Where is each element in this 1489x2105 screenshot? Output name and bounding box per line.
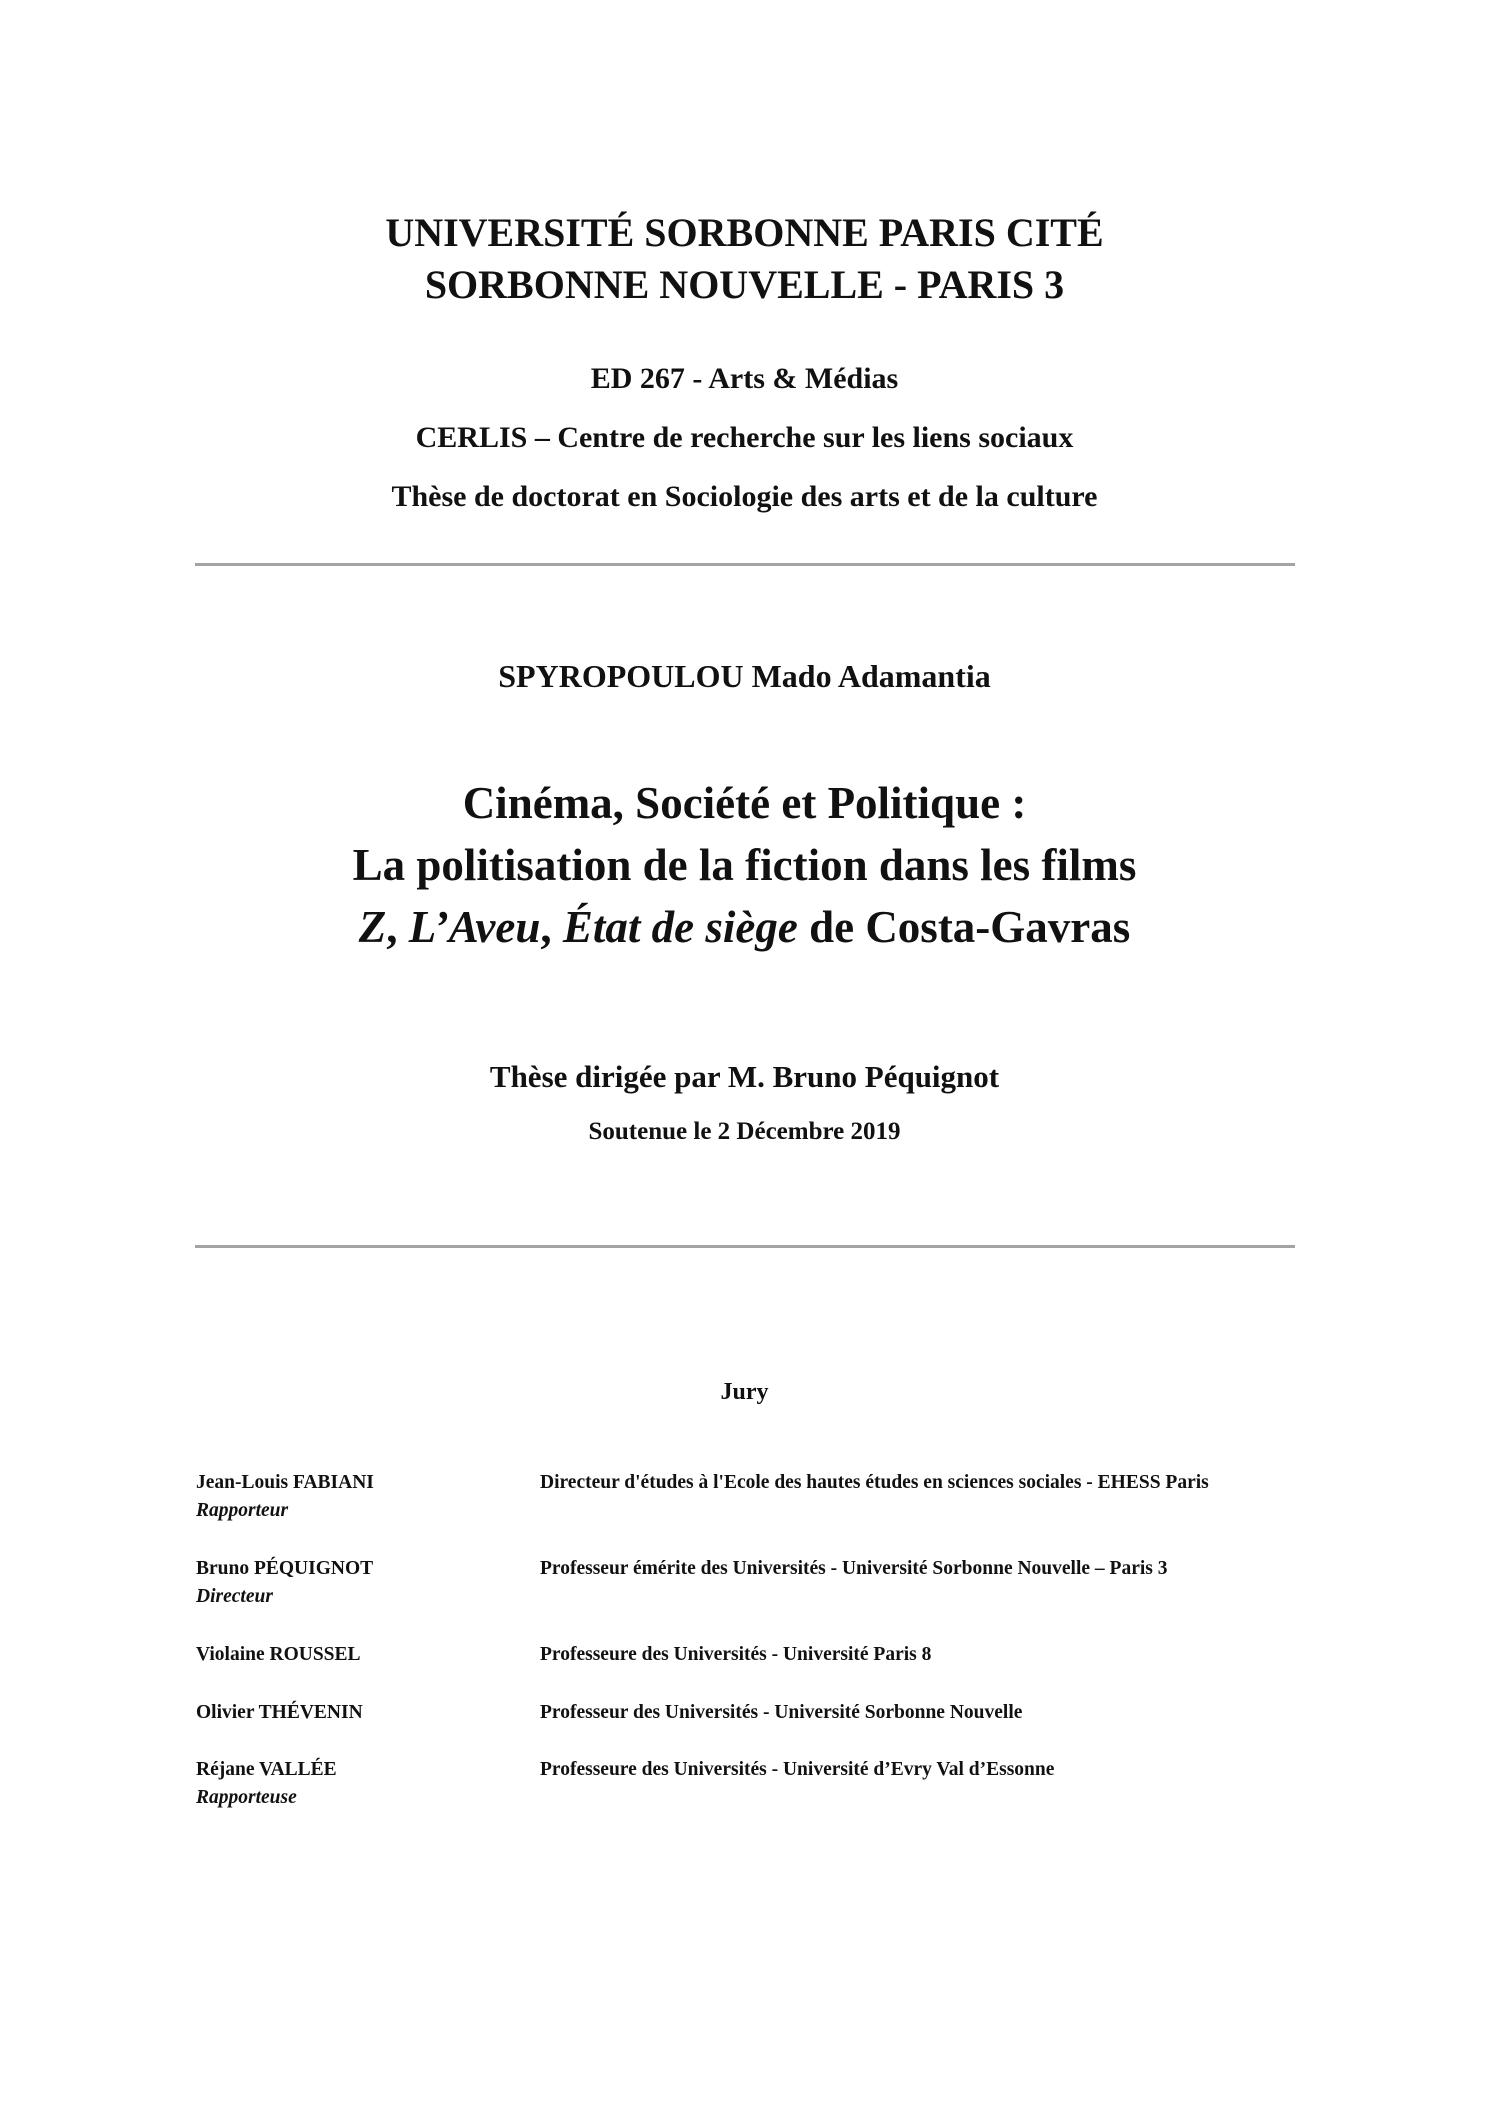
thesis-type: Thèse de doctorat en Sociologie des arts et de la culture: [391, 480, 1098, 513]
author-name: SPYROPOULOU Mado Adamantia: [498, 658, 991, 694]
jury-member-affiliation: Professeure des Universités - Université Paris 8: [540, 1644, 932, 1665]
jury-member-name: Réjane VALLÉE: [196, 1759, 337, 1780]
jury-member-affiliation: Directeur d'études à l'Ecole des hautes études en sciences sociales - EHESS Paris: [540, 1472, 1209, 1493]
doctoral-school: ED 267 - Arts & Médias: [590, 362, 899, 395]
bottom-divider: [195, 1245, 1295, 1248]
university-line-2: SORBONNE NOUVELLE - PARIS 3: [424, 262, 1065, 307]
film-title-aveu: L’Aveu: [408, 902, 541, 952]
jury-member: [0, 1641, 1489, 1701]
film-title-z: Z: [358, 902, 387, 952]
jury-member-name: Olivier THÉVENIN: [196, 1702, 363, 1723]
title-line-1: Cinéma, Société et Politique :: [462, 778, 1027, 828]
title-line-3: Z, L’Aveu, État de siège de Costa-Gavras: [358, 902, 1131, 952]
jury-member-name: Jean-Louis FABIANI: [196, 1472, 374, 1493]
jury-member: [0, 1756, 1489, 1816]
jury-member-name: Violaine ROUSSEL: [196, 1644, 361, 1665]
jury-heading: Jury: [720, 1379, 769, 1405]
defense-date: Soutenue le 2 Décembre 2019: [588, 1118, 901, 1145]
jury-member: [0, 1555, 1489, 1615]
film-title-etat-de-siege: État de siège: [562, 902, 798, 952]
jury-member-affiliation: Professeure des Universités - Université d’Evry Val d’Essonne: [540, 1759, 1055, 1780]
supervision: Thèse dirigée par M. Bruno Péquignot: [489, 1059, 1000, 1094]
jury-member: [0, 1699, 1489, 1759]
title-line-2: La politisation de la fiction dans les films: [352, 840, 1137, 890]
research-center: CERLIS – Centre de recherche sur les liens sociaux: [415, 421, 1074, 454]
jury-member-role: Rapporteur: [196, 1500, 289, 1521]
jury-member-role: Rapporteuse: [196, 1787, 297, 1808]
jury-member: [0, 1469, 1489, 1529]
top-divider: [195, 563, 1295, 566]
jury-member-role: Directeur: [196, 1586, 273, 1607]
university-line-1: UNIVERSITÉ SORBONNE PARIS CITÉ: [385, 210, 1104, 255]
jury-member-affiliation: Professeur émérite des Universités - Université Sorbonne Nouvelle – Paris 3: [540, 1558, 1168, 1579]
jury-member-affiliation: Professeur des Universités - Université Sorbonne Nouvelle: [540, 1702, 1023, 1723]
jury-member-name: Bruno PÉQUIGNOT: [196, 1558, 374, 1579]
